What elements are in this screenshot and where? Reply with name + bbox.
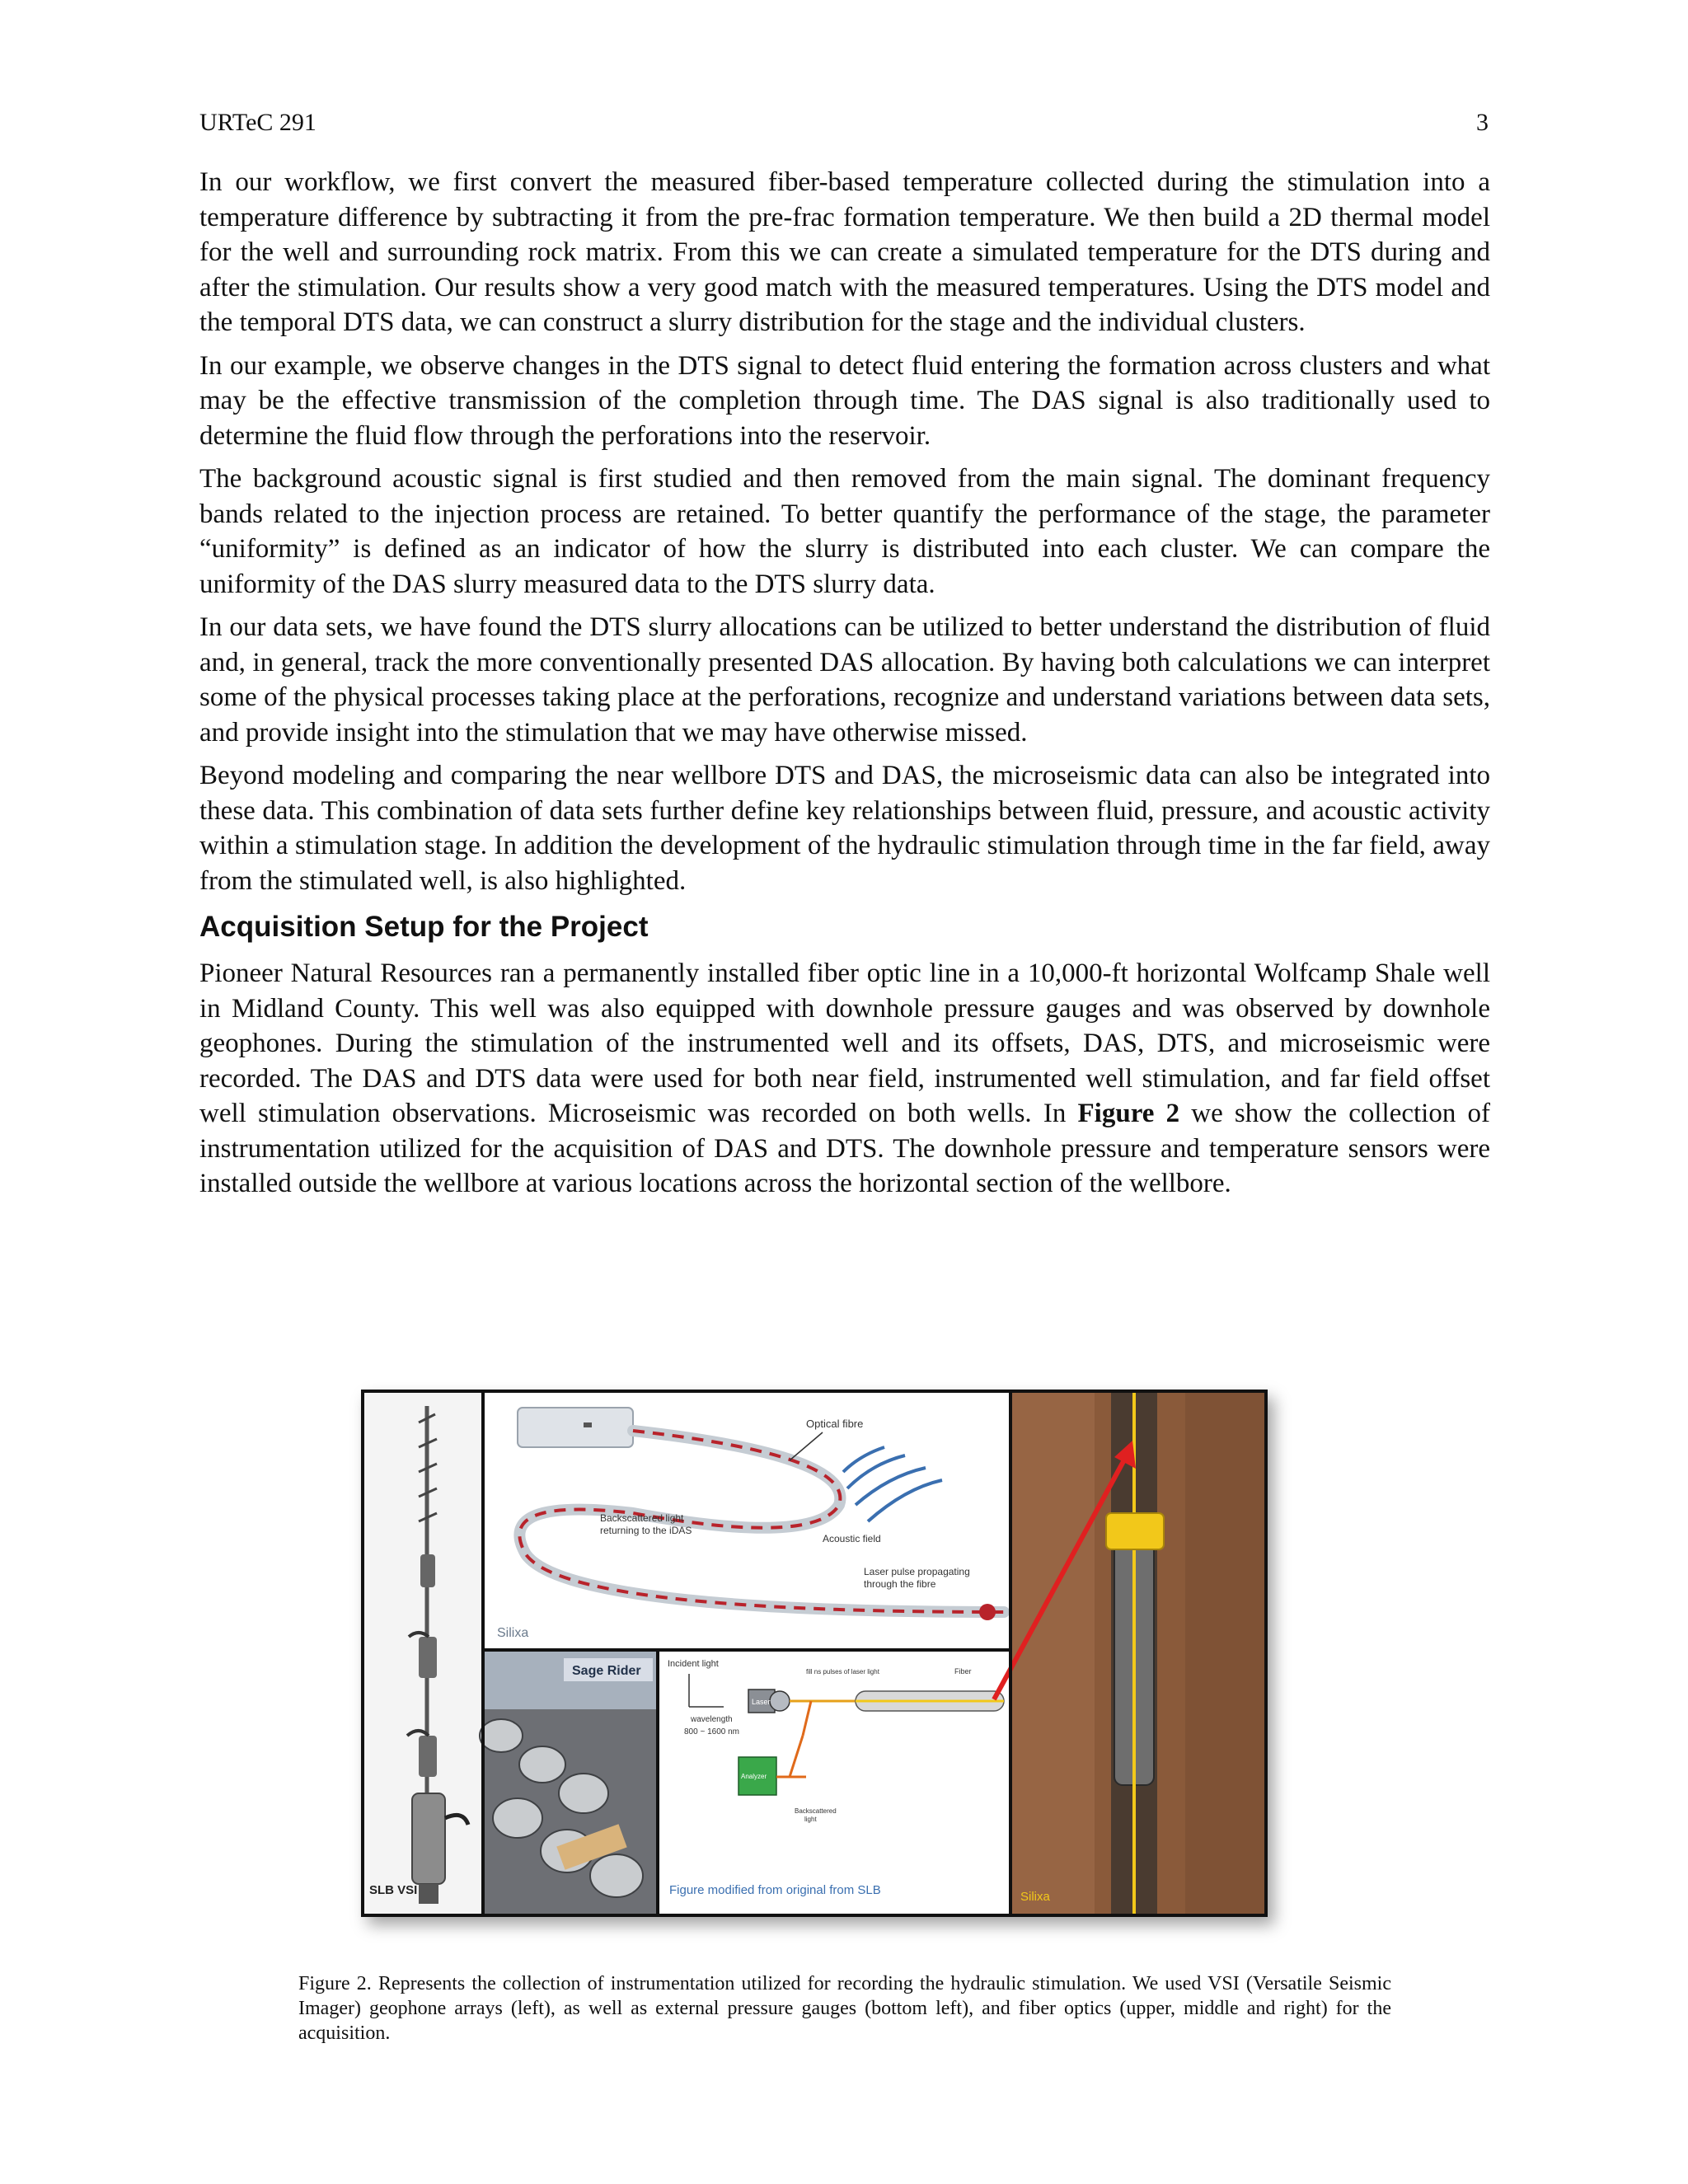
paragraph-text-before: Pioneer Natural Resources ran a permanently installed fiber optic line in a 10,000-ft horizontal Wolfcamp Shale well in Midland County. This well was also equipped with downhole pressure gauges and was observed by downhole geophones. During the stimulation of the instrumented well and its offsets, DAS, DTS, and microseismic were recorded. The DAS and DTS data were used for both near field, instrumented well stimulation, and far field offset well stimulation observations. Microseismic was recorded on both wells. In [199,958,1490,1128]
sage-rider-label: Sage Rider [572,1664,641,1678]
laser-icon [748,1690,790,1713]
laser-label: Laser [752,1698,771,1706]
das-diagram-panel [485,1393,1009,1648]
paper-id: URTeC 291 [199,109,316,136]
backscattered-light-label: Backscattered [795,1807,837,1815]
analyzer-icon [738,1757,776,1795]
wavelength-label: wavelength [691,1715,733,1724]
modified-from-label: Figure modified from original from SLB [669,1883,881,1897]
incident-light-label: Incident light [668,1659,719,1669]
paragraph: In our workflow, we first convert the measured fiber-based temperature collected during the stimulation into a temperature difference by subtracting it from the pre-frac formation temperature. We then build a 2D thermal model for the well and surrounding rock matrix. From this we can create a simulated temperature for the DTS during and after the stimulation. Our results show a very good match with the measured temperatures. Using the DTS model and the temporal DTS data, we can construct a slurry distribution for the stage and the individual clusters. [199,167,1490,337]
laser-pulse-label-line-2: through the fibre [864,1578,936,1590]
paragraph: In our data sets, we have found the DTS slurry allocations can be utilized to better understand the distribution of fluid and, in general, track the more conventionally presented DAS allocation. By having both calculations we can interpret some of the physical processes taking place at the perforations, recognize and understand variations between data sets, and provide insight into the stimulation that we may have otherwise missed. [199,612,1490,748]
silixa-top-label: Silixa [497,1626,529,1640]
paragraph: In our example, we observe changes in the DTS signal to detect fluid entering the formation across clusters and what may be the effective transmission of the completion through time. The DAS signal is also traditionally used to determine the fluid flow through the perforations into the reservoir. [199,350,1490,451]
wavelength-range-label: 800 ~ 1600 nm [684,1727,739,1736]
vsi-label: SLB VSI [369,1883,418,1897]
figure-caption: Figure 2. Represents the collection of instrumentation utilized for recording the hydraulic stimulation. We used VSI (Versatile Seismic Imager) geophone arrays (left), as well as external pressure gauges (bottom left), and fiber optics (upper, middle and right) for the acquisition. [298,1973,1391,2044]
paragraph: Beyond modeling and comparing the near wellbore DTS and DAS, the microseismic data can also be integrated into these data. This combination of data sets further define key relationships between fluid, pressure, and acoustic activity within a stimulation stage. In addition the development of the hydraulic stimulation through time in the far field, away from the stimulated well, is also highlighted. [199,761,1490,896]
paragraph: The background acoustic signal is first studied and then removed from the main signal. The dominant frequency bands related to the injection process are retained. To better quantify the performance of the stage, the parameter “uniformity” is defined as an indicator of how the slurry is distributed into each cluster. We can compare the uniformity of the DAS slurry measured data to the DTS slurry data. [199,464,1490,599]
vsi-panel [364,1393,481,1914]
analyzer-label: Analyzer [741,1773,767,1780]
page-number: 3 [1476,109,1489,136]
pulses-label: fill ns pulses of laser light [806,1668,879,1675]
clamp-icon [1106,1513,1164,1549]
acoustic-field-label: Acoustic field [823,1533,881,1544]
backscattered-light-label-line-2: light [804,1816,817,1823]
idas-unit-icon [518,1408,633,1447]
figure-reference: Figure 2 [1077,1099,1180,1128]
section-paragraph [199,956,1490,1202]
paragraph-text-after: we show the collection of instrumentation utilized for the acquisition of DAS and DTS. The downhole pressure and temperature sensors were installed outside the wellbore at various locations across the horizontal section of the wellbore. [199,1099,1490,1198]
section-heading: Acquisition Setup for the Project [199,911,649,943]
fiber-label: Fiber [954,1667,972,1675]
body-text [199,165,1490,1210]
borehole-panel [1012,1393,1264,1914]
laser-pulse-label: Laser pulse propagating [864,1566,970,1577]
optical-fibre-label: Optical fibre [806,1418,864,1430]
backscattered-label-line-2: returning to the iDAS [600,1525,692,1536]
page-header [199,109,1489,142]
dts-schematic-panel [659,1652,1009,1914]
sage-rider-panel [480,1652,656,1914]
figure-2 [361,1390,1268,1917]
silixa-right-label: Silixa [1020,1890,1050,1904]
backscattered-label: Backscattered light [600,1512,684,1524]
figure-2-image [361,1390,1268,1917]
